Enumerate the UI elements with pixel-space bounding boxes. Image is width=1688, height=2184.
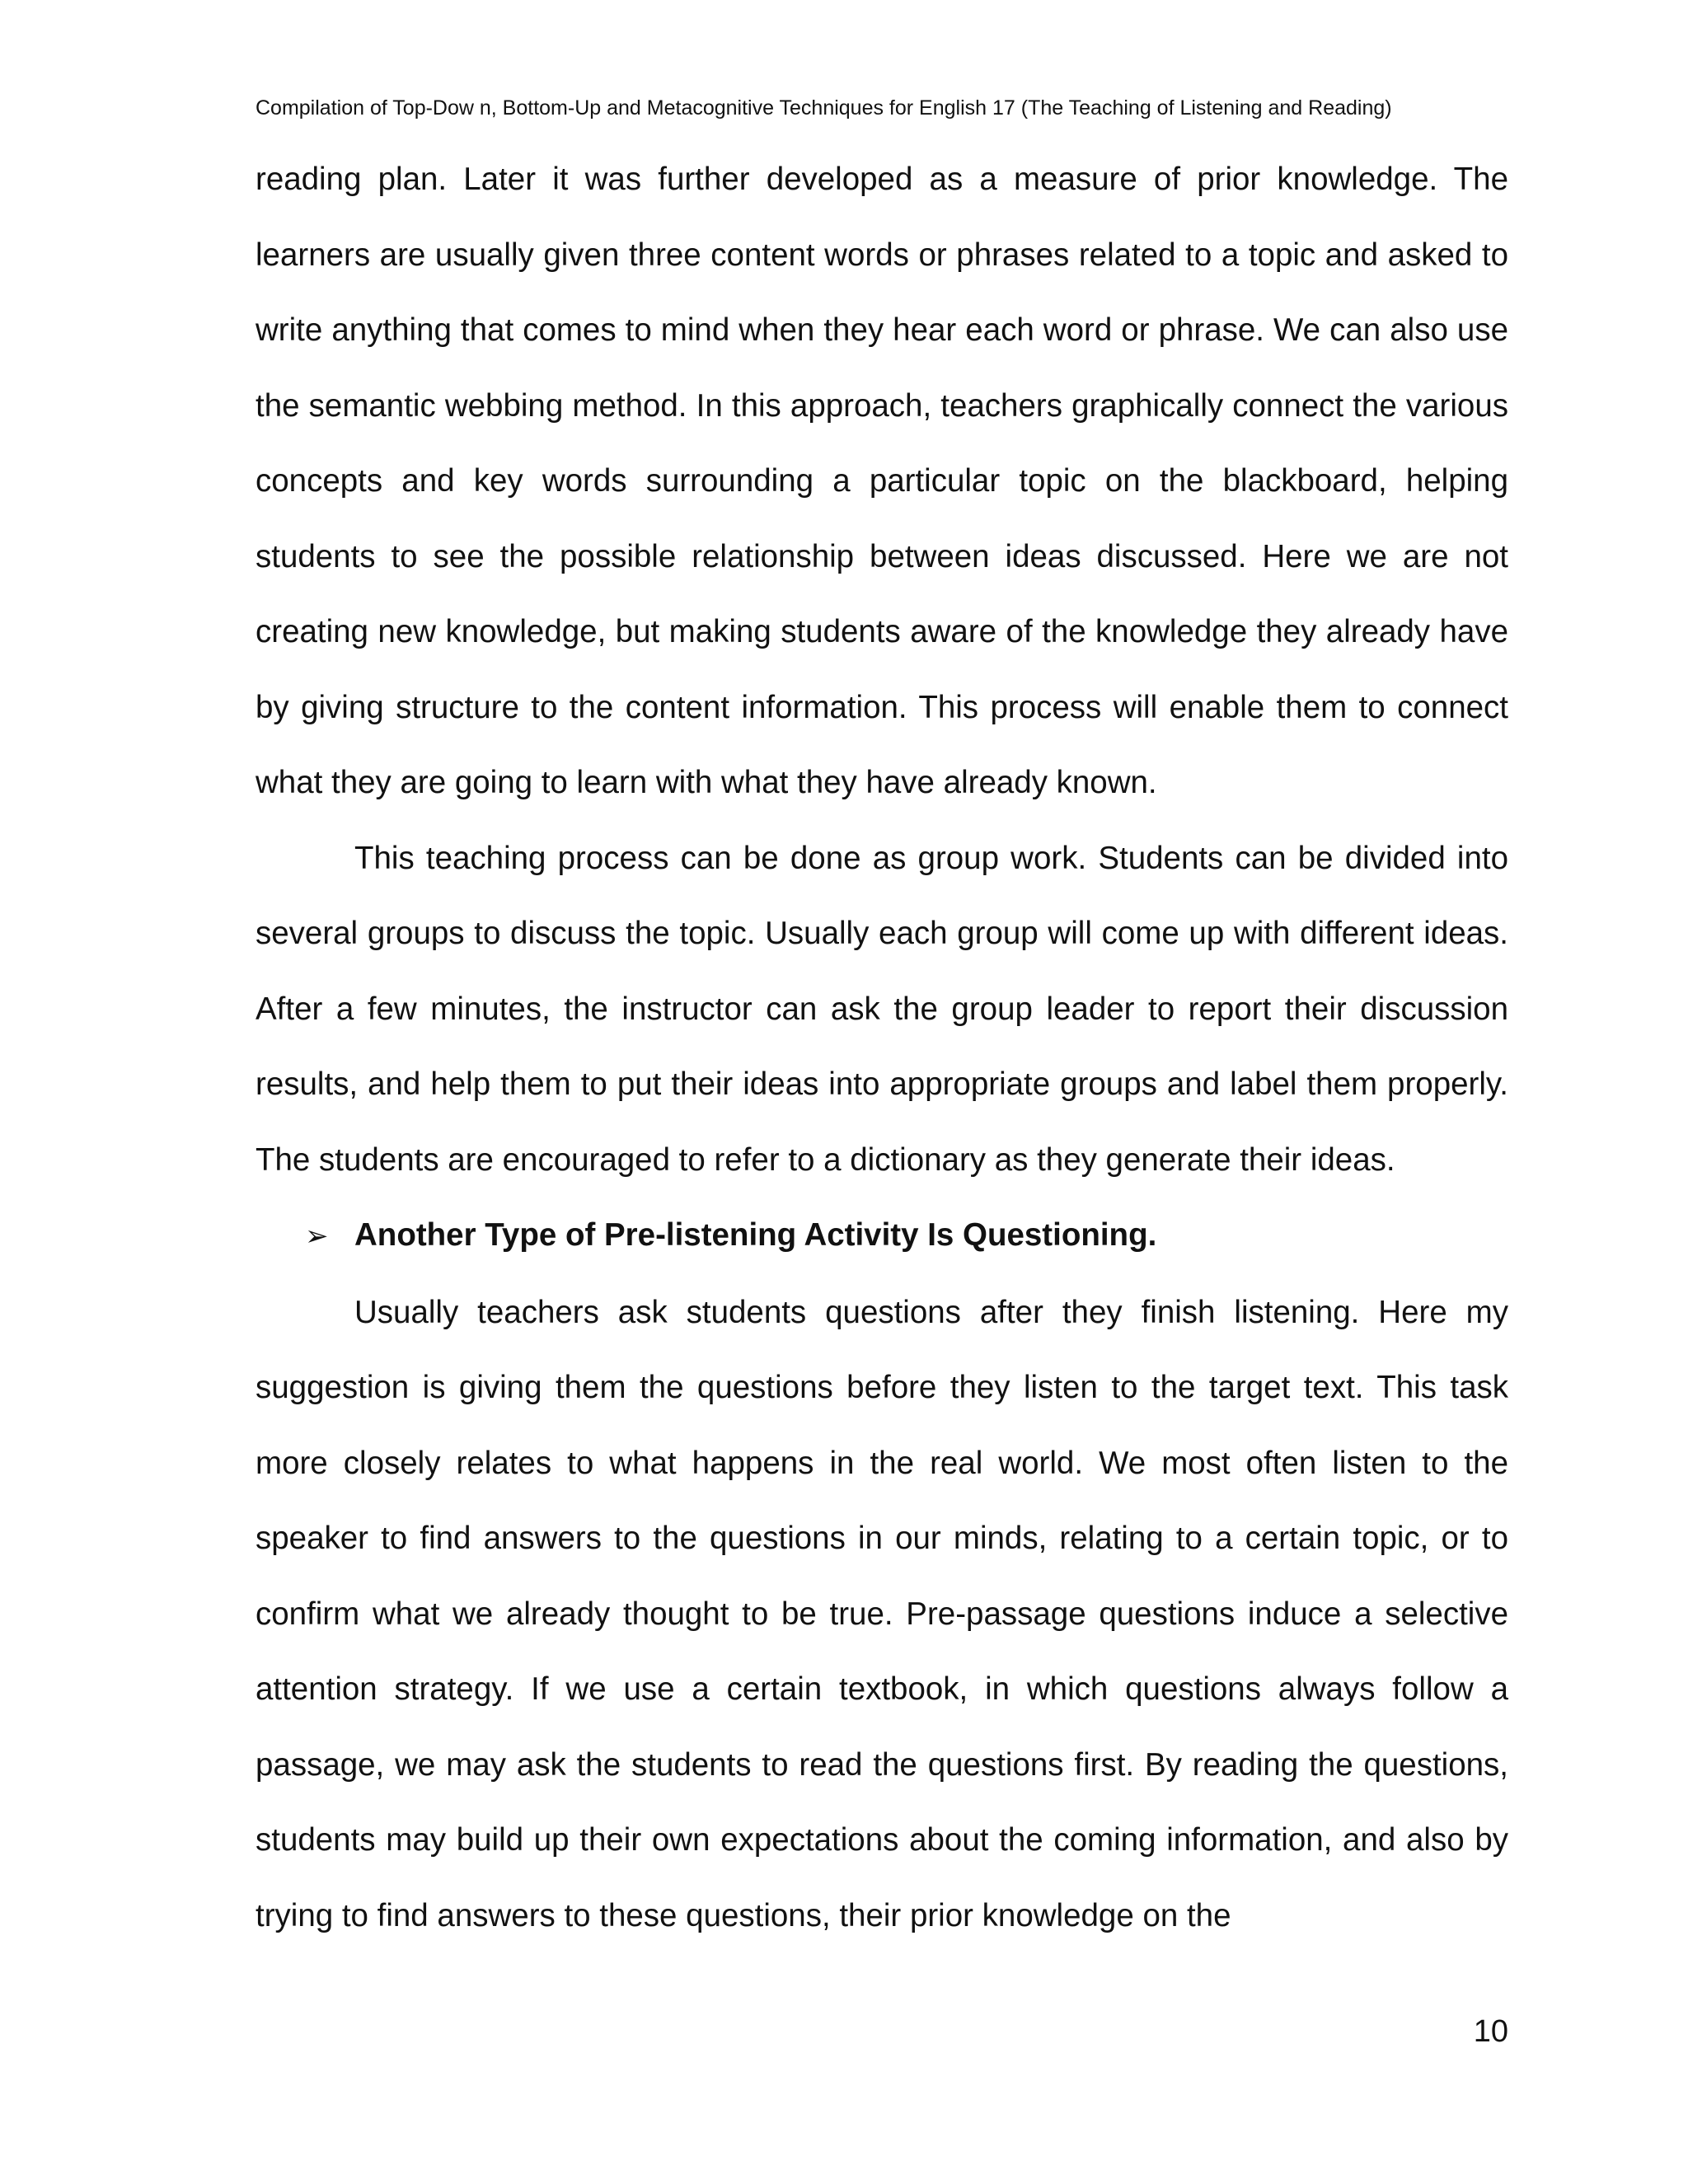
arrow-bullet-icon: ➢ xyxy=(305,1220,329,1253)
paragraph-questioning: Usually teachers ask students questions after they finish listening. Here my suggestion is giving them the questions before they listen to the target text. This task more closely relates to what happens in the real world. We most often listen to the speaker to find answers to the questions in our minds, relating to a certain topic, or to confirm what we already thought to be true. Pre-passage questions induce a selective attention strategy. If we use a certain textbook, in which questions always follow a passage, we may ask the students to read the questions first. By reading the questions, students may build up their own expectations about the coming information, and also by trying to find answers to these questions, their prior knowledge on the xyxy=(256,1294,1508,1933)
paragraph-group-work: This teaching process can be done as group work. Students can be divided into several groups to discuss the topic. Usually each group will come up with different ideas. After a few minutes, the instructor can ask the group leader to report their discussion results, and help them to put their ideas into appropriate groups and label them properly. The students are encouraged to refer to a dictionary as they generate their ideas. xyxy=(256,840,1508,1178)
section-heading-questioning xyxy=(256,1197,1508,1275)
paragraph-prior-knowledge: reading plan. Later it was further developed as a measure of prior knowledge. The learners are usually given three content words or phrases related to a topic and asked to write anything that comes to mind when they hear each word or phrase. We can also use the semantic webbing method. In this approach, teachers graphically connect the various concepts and key words surrounding a particular topic on the blackboard, helping students to see the possible relationship between ideas discussed. Here we are not creating new knowledge, but making students aware of the knowledge they already have by giving structure to the content information. This process will enable them to connect what they are going to learn with what they have already known. xyxy=(256,162,1508,800)
body-text xyxy=(256,142,1508,1953)
section-heading-text: Another Type of Pre-listening Activity Is Questioning. xyxy=(354,1217,1157,1253)
page-number: 10 xyxy=(1473,2014,1508,2049)
running-header: Compilation of Top-Dow n, Bottom-Up and Metacognitive Techniques for English 17 (The Teaching of Listening and Reading) xyxy=(256,96,1392,120)
